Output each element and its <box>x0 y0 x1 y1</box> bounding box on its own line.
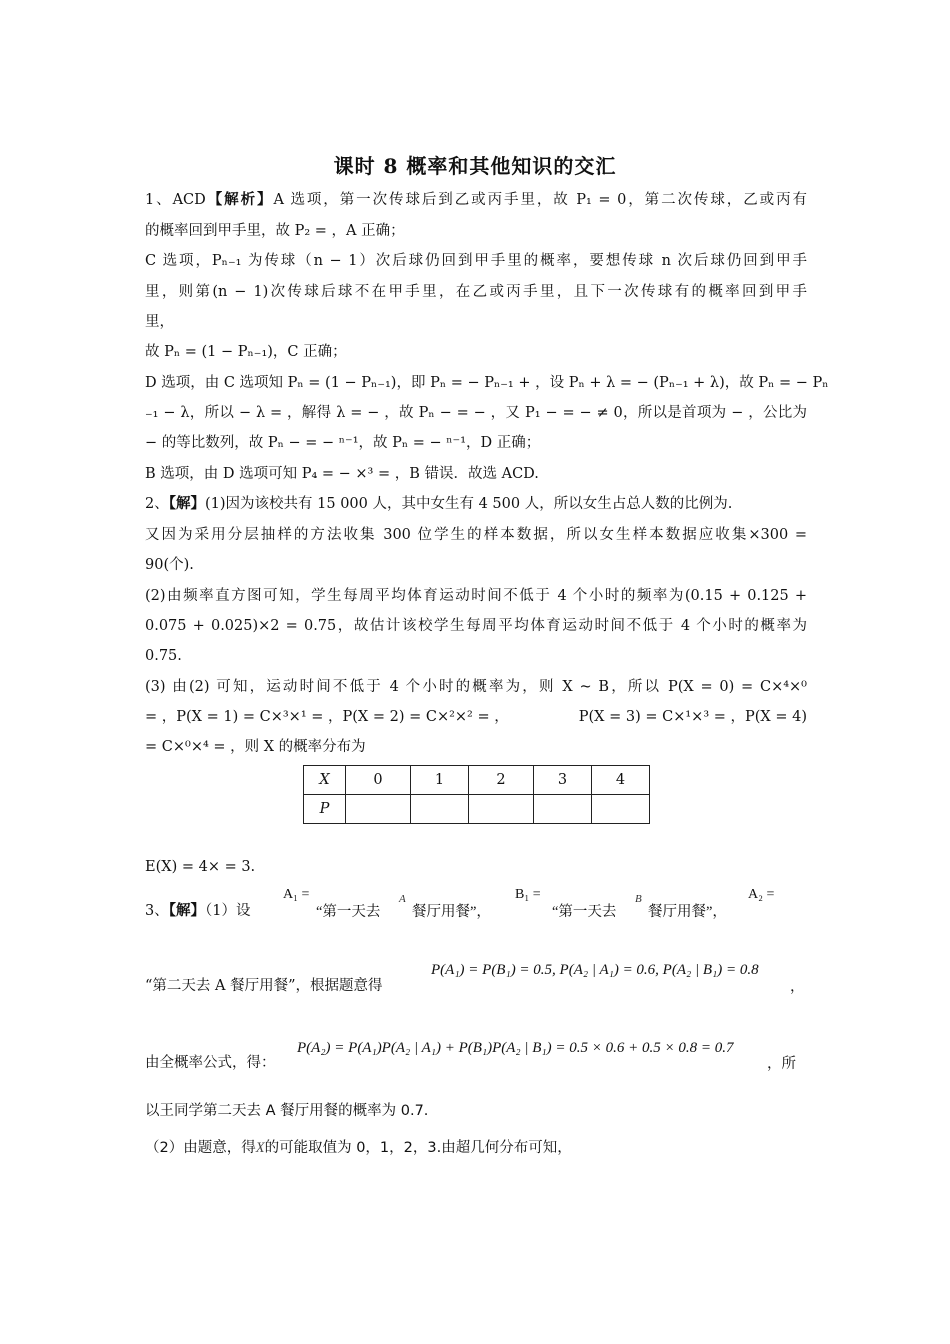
formula-A1: A₁ = <box>283 887 310 902</box>
q3-event-B1-text: “第一天去 <box>552 904 617 920</box>
q3-line-2-end: ， <box>790 979 805 995</box>
q1-line-10: B 选项，由 D 选项可知 P₄ = − ×³ = ，B 错误．故选 ACD. <box>145 466 539 482</box>
q1-line-9: − 的等比数列，故 Pₙ − = − ⁿ⁻¹，故 Pₙ = − ⁿ⁻¹，D 正确； <box>145 435 541 451</box>
q2-line-8 <box>145 706 807 728</box>
q3-solution-tag: 【解】 <box>168 902 205 919</box>
q3-total-probability-formula: P(A₂) = P(A₁)P(A₂ | A₁) + P(B₁)P(A₂ | B₁) = 0.5 × 0.6 + 0.5 × 0.8 = 0.7 <box>297 1040 734 1056</box>
q2-line-2: 又因为采用分层抽样的方法收集 300 位学生的样本数据，所以女生样本数据应收集×300 = <box>145 527 807 543</box>
q2-number: 2、 <box>145 496 169 512</box>
q3-given-probabilities-formula: P(A₁) = P(B₁) = 0.5, P(A₂ | A₁) = 0.6, P(A₂ | B₁) = 0.8 <box>431 962 759 978</box>
q3-line-3-end: ，所 <box>767 1056 796 1072</box>
q1-line-5: 里， <box>145 314 174 330</box>
q1-line-8: ₋₁ − λ，所以 − λ = ，解得 λ = − ，故 Pₙ − = − ，又 P₁ − = − ≠ 0，所以是首项为 − ，公比为 <box>145 405 807 421</box>
table-header-cell: 2 <box>469 766 534 795</box>
q1-analysis-tag: 【解析】 <box>205 191 274 208</box>
q3-event-B1-text-end: 餐厅用餐”， <box>648 904 727 920</box>
table-row <box>304 766 650 795</box>
table-row-label: P <box>304 795 346 824</box>
q2-line-1 <box>145 493 807 515</box>
q2-line-6: 0.75. <box>145 648 182 664</box>
q3-line-5 <box>145 1137 807 1159</box>
table-header-cell: 0 <box>346 766 411 795</box>
q3-event-B-letter: B <box>635 893 642 905</box>
q2-line-8-left: = ，P(X = 1) = C×³×¹ = ，P(X = 2) = C×²×² = ， <box>145 709 509 725</box>
q1-text-1: A 选项，第一次传球后到乙或丙手里，故 P₁ = 0，第二次传球，乙或丙有 <box>273 192 808 208</box>
q3-part-2: （2）由题意，得 <box>145 1140 256 1156</box>
q2-solution-tag: 【解】 <box>168 495 205 512</box>
q3-line-2: “第二天去 A 餐厅用餐”，根据题意得 <box>145 978 383 994</box>
table-header-cell: 1 <box>411 766 469 795</box>
table-cell <box>534 795 592 824</box>
q2-line-4: (2)由频率直方图可知，学生每周平均体育运动时间不低于 4 个小时的频率为(0.15 + 0.125 + <box>145 588 807 604</box>
q1-line-4: 里，则第(n − 1)次传球后球不在甲手里，在乙或丙手里，且下一次传球有的概率回到甲手 <box>145 284 807 300</box>
table-cell <box>411 795 469 824</box>
q3-number: 3、 <box>145 903 169 919</box>
table-header-cell: 4 <box>592 766 650 795</box>
q2-line-3: 90(个). <box>145 557 194 573</box>
table-header-cell: 3 <box>534 766 592 795</box>
q1-answer: 1、ACD <box>145 192 206 208</box>
q1-line-6: 故 Pₙ = (1 − Pₙ₋₁)，C 正确； <box>145 344 347 360</box>
table-row <box>304 795 650 824</box>
q1-line-7: D 选项，由 C 选项知 Pₙ = (1 − Pₙ₋₁)，即 Pₙ = − Pₙ₋₁ + ，设 Pₙ + λ = − (Pₙ₋₁ + λ)，故 Pₙ = − Pₙ <box>145 375 829 391</box>
q2-line-8-right: P(X = 3) = C×¹×³ = ，P(X = 4) <box>578 709 807 725</box>
q3-part-1: （1）设 <box>204 903 251 919</box>
table-cell <box>346 795 411 824</box>
q3-event-A1-text: “第一天去 <box>316 904 381 920</box>
q3-line-3: 由全概率公式，得： <box>145 1055 276 1071</box>
q2-text-1: (1)因为该校共有 15 000 人，其中女生有 4 500 人，所以女生占总人数的比例为. <box>204 496 733 512</box>
q2-expectation: E(X) = 4× = 3. <box>145 859 256 875</box>
q3-variable-X: X <box>255 1140 265 1156</box>
q2-line-5: 0.075 + 0.025)×2 = 0.75，故估计该校学生每周平均体育运动时间不低于 4 个小时的概率为 <box>145 618 807 634</box>
q2-line-7: (3) 由(2) 可知，运动时间不低于 4 个小时的概率为，则 X ~ B，所以 P(X = 0) = C×⁴×⁰ <box>145 679 807 695</box>
formula-A2: A₂ = <box>748 887 775 902</box>
formula-B1: B₁ = <box>515 887 541 902</box>
page-title: 课时 8 概率和其他知识的交汇 <box>333 154 617 178</box>
q3-part-2-text: 的可能取值为 0，1，2，3.由超几何分布可知， <box>264 1140 572 1156</box>
q2-line-9: = C×⁰×⁴ = ，则 X 的概率分布为 <box>145 739 366 755</box>
q1-line-2: 的概率回到甲手里，故 P₂ = ，A 正确； <box>145 223 405 239</box>
probability-distribution-table <box>303 765 650 824</box>
q3-line-4: 以王同学第二天去 A 餐厅用餐的概率为 0.7. <box>145 1103 429 1119</box>
table-cell <box>469 795 534 824</box>
q1-line-1 <box>145 189 807 211</box>
q1-line-3: C 选项，Pₙ₋₁ 为传球（n − 1）次后球仍回到甲手里的概率，要想传球 n 次后球仍回到甲手 <box>145 253 807 269</box>
table-header-cell: X <box>304 766 346 795</box>
table-cell <box>592 795 650 824</box>
q3-event-A1-text-end: 餐厅用餐”， <box>412 904 491 920</box>
q3-event-A-letter: A <box>399 893 406 905</box>
